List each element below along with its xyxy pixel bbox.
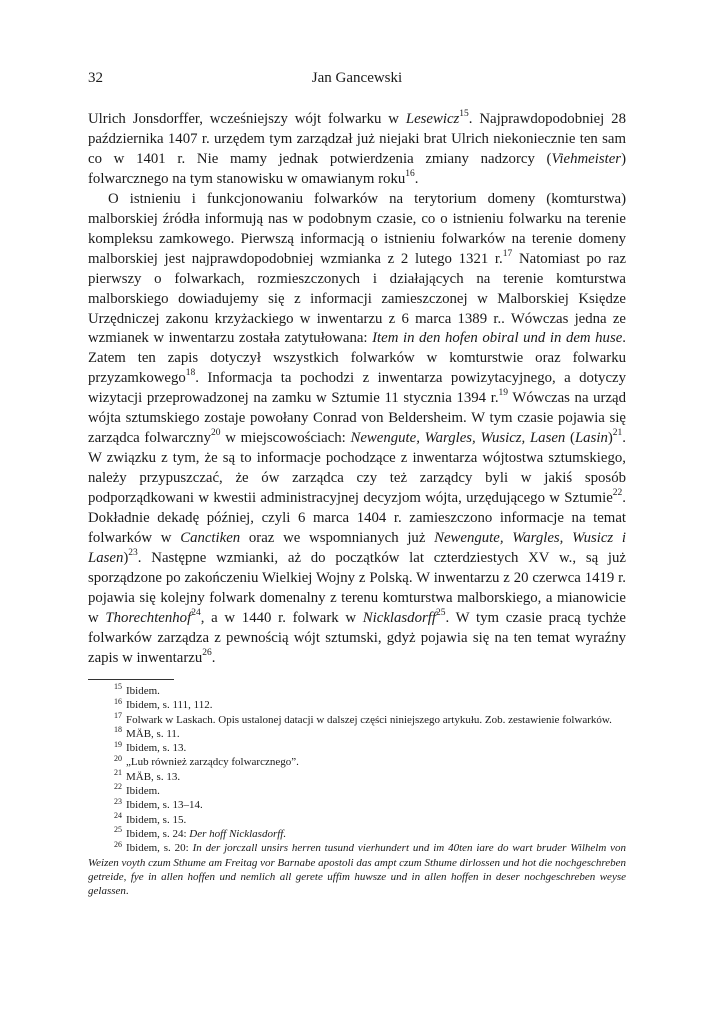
text-run: Ibidem, s. 24:: [126, 827, 190, 840]
running-head-author: Jan Gancewski: [311, 70, 403, 86]
footnote-reference: 26: [202, 647, 212, 658]
footnote: [88, 727, 626, 741]
footnote-number: 21: [114, 768, 122, 778]
footnote-number: 15: [114, 682, 122, 692]
text-run: . Informacja ta pochodzi z inwentarza powizytacyjnego, a dotyczy wizytacji przeprowadzonej na zamku w Sztumie 11 stycznia 1394 r.: [88, 370, 626, 407]
footnote: [88, 741, 626, 755]
text-run: Wówczas na urząd wójta sztumskiego zostaje powołany Conrad von Beldersheim. W tym czasie pojawia się zarządca folwarczny: [88, 390, 626, 447]
text-run: .: [125, 885, 129, 898]
text-run: ): [123, 549, 129, 566]
paragraph-1: [88, 110, 626, 190]
italic-text: Canctiken: [180, 530, 241, 547]
text-run: O istnieniu i funkcjonowaniu folwarków na terytorium domeny (komturstwa) malborskiej źródła informują nas w podobnym czasie, co o istnieniu folwarku na terenie kompleksu zamkowego. Pierwszą informacją o istnieniu folwarków na terenie domeny malborskiej jest najprawdopodobniej wzmianka z 2 lutego 1321 r.: [88, 190, 626, 267]
italic-text: Thorechtenhof: [105, 609, 192, 626]
text-run: . Najprawdopodobniej 28 października 1407 r. urzędem tym zarządzał już niejaki brat Ulrich niekoniecznie ten sam co w 1401 r. Nie mamy jednak potwierdzenia zmiany nadzorcy (: [88, 111, 626, 167]
text-run: Folwark w Laskach. Opis ustalonej datacji w dalszej części niniejszego artykułu. Zob. zestawienie folwarków.: [126, 713, 612, 726]
footnote-reference: 22: [612, 488, 623, 499]
text-run: Ibidem, s. 111, 112.: [126, 699, 213, 712]
footnote: [88, 813, 626, 827]
footnote: [88, 684, 626, 698]
text-run: . W tym czasie pracą tychże folwarków zarządza z pewnością wójt sztumski, gdyż pojawia się na ten temat wyraźny zapis w inwentarzu: [88, 609, 627, 666]
footnotes: [88, 684, 626, 898]
text-run: Ibidem, s. 15.: [126, 813, 187, 826]
text-run: oraz we wspomnianych już: [240, 530, 435, 547]
footnote-number: 26: [114, 839, 122, 849]
text-run: . Zatem ten zapis dotyczył wszystkich folwarków w komturstwie oraz folwarku przyzamkowego: [88, 330, 626, 387]
footnote-number: 17: [114, 710, 122, 720]
italic-text: Nicklasdorff: [362, 609, 436, 626]
footnote-number: 22: [114, 782, 122, 792]
footnote-number: 16: [114, 696, 122, 706]
italic-text: Newengute, Wargles, Wusicz, Lasen: [350, 430, 566, 447]
footnote: [88, 698, 626, 712]
footnote-number: 18: [114, 725, 122, 735]
text-run: Natomiast po raz pierwszy o folwarkach, rozmieszczonych i działających na terenie komturstwa malborskiego dowiadujemy się z informacji zamieszczonej w Malborskiej Księdze Urzędniczej zakonu krzyżackiego w inwentarzu z 6 marca 1389 r.. Wówczas jedna ze wzmianek w inwentarzu została zatytułowana:: [88, 250, 627, 347]
footnote-reference: 24: [191, 607, 201, 618]
text-run: . Dokładnie dekadę później, czyli 6 marca 1404 r. zamieszczono informacje na temat folwarków w: [88, 490, 626, 547]
text-run: Ibidem, s. 13–14.: [126, 799, 203, 812]
text-run: Ibidem.: [126, 785, 160, 798]
footnote-reference: 20: [210, 428, 221, 439]
text-run: .: [211, 649, 216, 666]
footnote-reference: 16: [405, 168, 415, 179]
body-text: [88, 110, 626, 669]
italic-text: Viehmeister: [551, 150, 622, 167]
footnote-reference: 18: [185, 368, 196, 379]
italic-text: Newengute, Wargles, Wusicz i Lasen: [88, 530, 626, 566]
footnote-number: 19: [114, 739, 122, 749]
text-run: MÄB, s. 13.: [126, 770, 181, 783]
footnote-reference: 19: [498, 388, 509, 399]
footnote-number: 20: [114, 753, 122, 763]
footnote: [88, 755, 626, 769]
text-run: Ibidem.: [126, 685, 160, 697]
footnote: [88, 770, 626, 784]
footnote-number: 24: [114, 811, 122, 821]
text-run: . W związku z tym, że są to informacje pochodzące z inwentarza wójtostwa sztumskiego, należy przypuszczać, że ów zarządca czy też zarządcy byli w jakiś sposób podporządkowani w kwestii administracyjnej decyzjom wójta, urzędującego w Sztumie: [88, 430, 626, 507]
footnote-reference: 15: [459, 109, 469, 120]
footnote: [88, 827, 626, 841]
footnote: [88, 784, 626, 798]
text-run: .: [414, 170, 419, 187]
footnote-separator: [88, 679, 174, 680]
footnote-reference: 23: [128, 548, 138, 559]
italic-text: Lesewicz: [405, 111, 460, 127]
text-run: , a w 1440 r. folwark w: [200, 609, 363, 626]
text-run: Ibidem, s. 13.: [126, 742, 187, 755]
italic-text: Item in den hofen obiral und in dem huse: [372, 330, 623, 347]
text-run: Ulrich Jonsdorffer, wcześniejszy wójt folwarku w: [88, 111, 406, 127]
running-header: [88, 70, 626, 94]
italic-text: Der hoff Nicklasdorff.: [189, 827, 287, 840]
italic-text: In der jorczall unsirs herren tusund vierhundert und im 40ten iare do wart bruder Wilhelm von Weizen voyth czum Sthume am Freitag vor Barnabe apostoli das ampt czum Sthume dirlossen und hot die nochgeschreben getreide, fye in allen hoffen und nemlich all gerete uffim huwsze und in allen hoffen in deser nochgeschreben weyse gelassen: [88, 842, 627, 898]
text-run: ) folwarcznego na tym stanowisku w omawianym roku: [88, 150, 626, 187]
footnote: [88, 798, 626, 812]
text-run: w miejscowościach:: [220, 430, 351, 447]
footnote-reference: 17: [502, 248, 513, 259]
text-run: „Lub również zarządcy folwarcznego”.: [126, 756, 299, 769]
text-run: Ibidem, s. 20:: [126, 842, 193, 855]
text-run: . Następne wzmianki, aż do początków lat czterdziestych XV w., są już sporządzone po zakończeniu Wielkiej Wojny z Polską. W inwentarzu z 20 czerwca 1419 r. pojawia się kolejny folwark domenalny z terenu komturstwa malborskiego, a mianowicie w: [88, 549, 626, 626]
footnote-reference: 21: [612, 428, 623, 439]
text-run: (: [565, 430, 575, 447]
footnote-number: 25: [114, 825, 122, 835]
text-run: ): [607, 430, 613, 447]
italic-text: Lasin: [574, 430, 608, 447]
footnote: [88, 710, 626, 727]
footnote-number: 23: [114, 796, 122, 806]
text-run: MÄB, s. 11.: [126, 727, 180, 740]
paragraph-2: [88, 190, 626, 669]
page-number: 32: [88, 70, 103, 86]
footnote-reference: 25: [435, 607, 446, 618]
footnote: [88, 841, 626, 898]
